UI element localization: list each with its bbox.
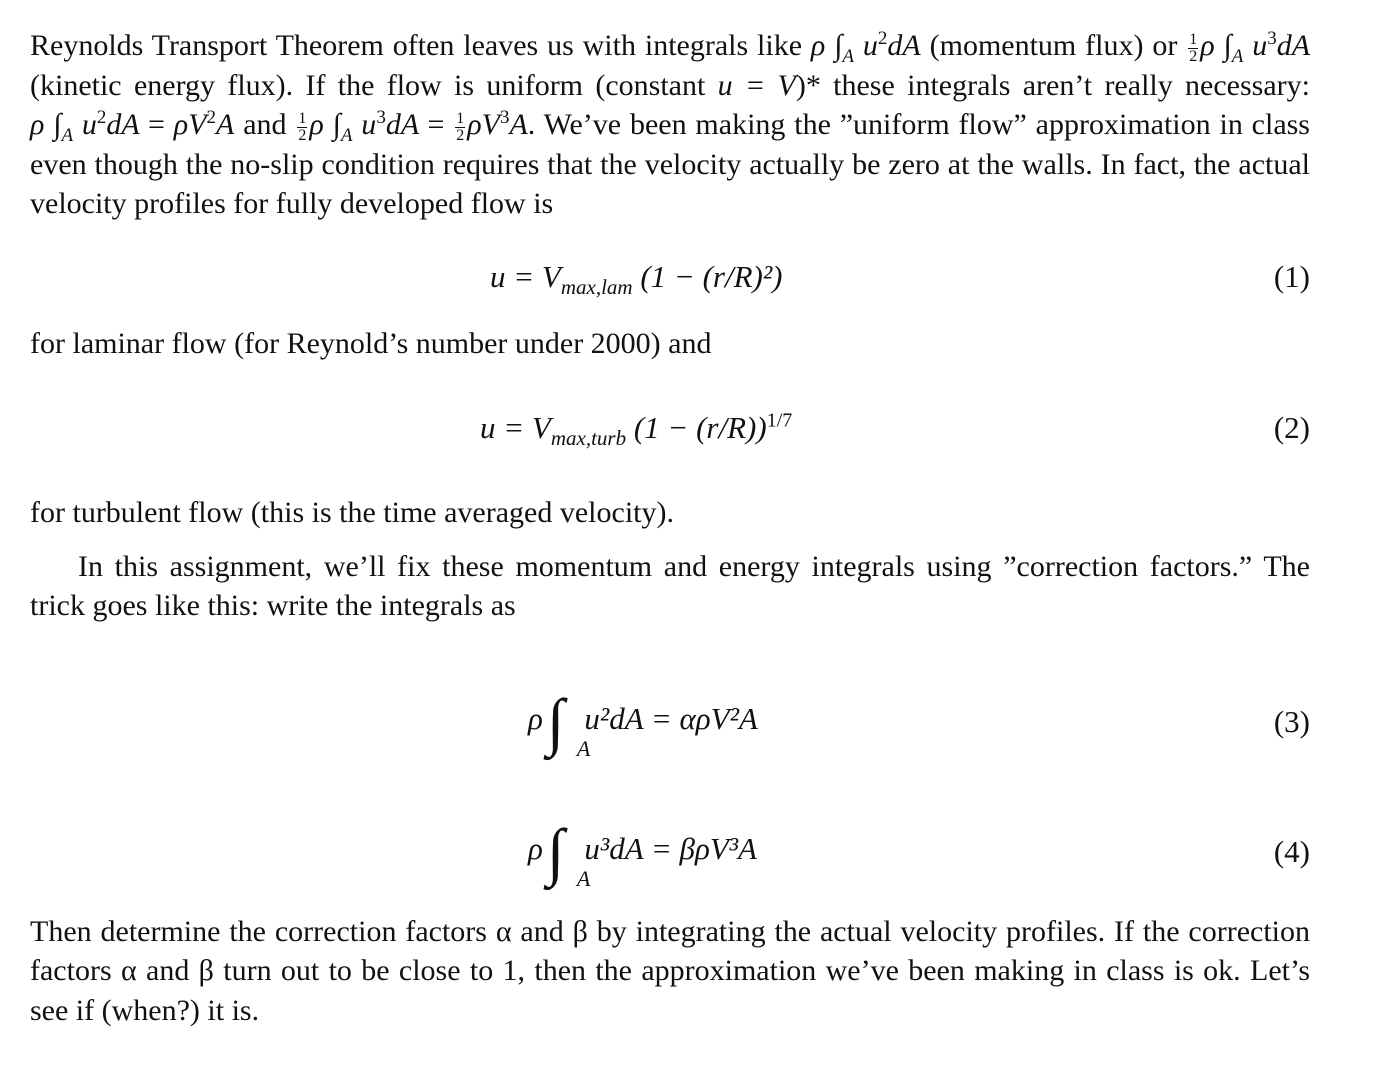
equation-3-body: ρ∫ A u²dA = αρV²A bbox=[528, 685, 758, 761]
turbulent-paragraph: for turbulent flow (this is the time averaged velocity). bbox=[30, 496, 674, 529]
intro-text-2: . We’ve been making the ”uniform flow” approximation in class even though the no-slip condition requires that the velocity actually be zero at the walls. In fact, the actual velocity profiles for fully developed flow is bbox=[30, 108, 1310, 220]
document-page bbox=[30, 26, 1310, 1030]
laminar-paragraph: for laminar flow (for Reynold’s number under 2000) and bbox=[30, 326, 712, 360]
equation-1-body: $u = V_{max,lam}$ (1 − (r/R)²) bbox=[490, 258, 783, 299]
uniform-condition: u = V bbox=[717, 68, 796, 102]
intro-text-1: Reynolds Transport Theorem often leaves us with integrals like bbox=[30, 29, 803, 62]
intro-uniform-close: )* these integrals aren’t really necessary: bbox=[795, 68, 1310, 102]
equation-2-number: (2) bbox=[1273, 410, 1310, 445]
integral-sign-3: ∫ A bbox=[546, 685, 591, 761]
momentum-result: ρ $\int_A$ $u^2dA = \rho V^2A$ bbox=[30, 107, 235, 146]
assignment-paragraph: In this assignment, we’ll fix these momentum and energy integrals using ”correction factors.” The trick goes like this: write the integrals as bbox=[30, 549, 1310, 622]
kinetic-integral: $\frac{1}{2}$ ρ $\int_A$ $u^3dA$ bbox=[1189, 28, 1311, 67]
equation-1 bbox=[30, 246, 1310, 308]
intro-momentum-label: (momentum flux) or bbox=[929, 29, 1178, 62]
momentum-integral: ρ $\int_A$ $u^2dA$ bbox=[810, 28, 921, 67]
equation-3-number: (3) bbox=[1273, 703, 1310, 739]
integral-sign-4: ∫ A bbox=[546, 815, 591, 891]
intro-kinetic-label: (kinetic energy flux). If the flow is uniform (constant bbox=[30, 68, 706, 102]
intro-and: and bbox=[243, 108, 287, 141]
equation-4-number: (4) bbox=[1273, 833, 1310, 869]
equation-1-rhs: (1 − (r/R)²) bbox=[640, 258, 783, 294]
equation-4 bbox=[30, 806, 1310, 898]
equation-3 bbox=[30, 676, 1310, 768]
conclusion-paragraph: Then determine the correction factors α and β by integrating the actual velocity profiles. If the correction factors α and β turn out to be close to 1, then the approximation we’ve been making in class is ok. Let’s see if (when?) it is. bbox=[30, 914, 1310, 1027]
equation-2 bbox=[30, 397, 1310, 459]
equation-1-number: (1) bbox=[1273, 258, 1310, 294]
intro-paragraph bbox=[30, 26, 1310, 224]
kinetic-result: $\frac{1}{2}$ ρ $\int_A$ $u^3dA$ = $\frac{1}{2}$ $\rho V^3A$ bbox=[298, 107, 528, 146]
equation-2-body: $u = V_{max,turb}$ $(1 - (r/R))^{1/7}$ bbox=[480, 409, 793, 451]
equation-4-body: ρ∫ A u³dA = βρV³A bbox=[528, 815, 757, 891]
